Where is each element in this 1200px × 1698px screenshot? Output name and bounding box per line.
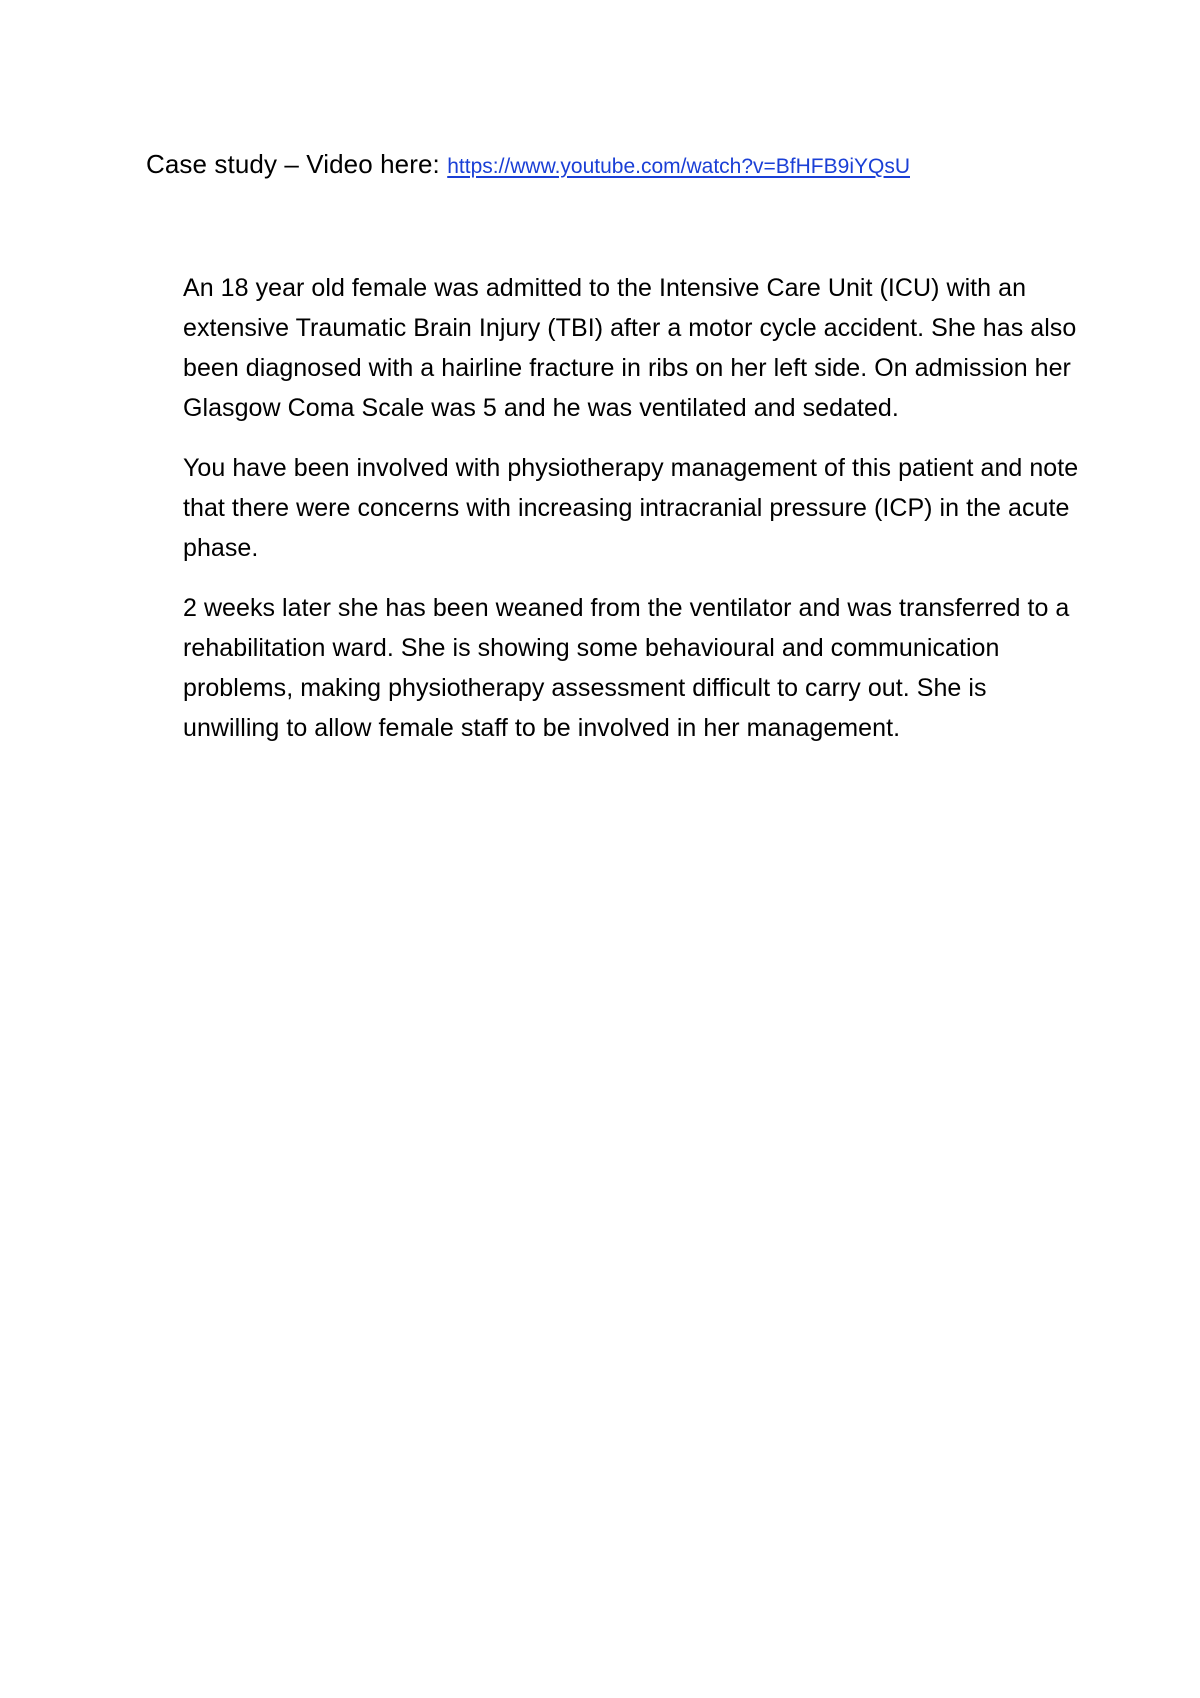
case-description bbox=[183, 268, 1083, 768]
paragraph-rehabilitation: 2 weeks later she has been weaned from the ventilator and was transferred to a rehabilitation ward. She is showing some behavioural and communication problems, making physiotherapy assessment difficult to carry out. She is unwilling to allow female staff to be involved in her management. bbox=[183, 594, 1070, 742]
paragraph-physiotherapy-involvement: You have been involved with physiotherapy management of this patient and note that there were concerns with increasing intracranial pressure (ICP) in the acute phase. bbox=[183, 454, 1079, 562]
paragraph-admission: An 18 year old female was admitted to the Intensive Care Unit (ICU) with an extensive Traumatic Brain Injury (TBI) after a motor cycle accident. She has also been diagnosed with a hairline fracture in ribs on her left side. On admission her Glasgow Coma Scale was 5 and he was ventilated and sedated. bbox=[183, 274, 1077, 422]
case-study-heading bbox=[146, 147, 910, 184]
heading-label: Case study – Video here: bbox=[146, 149, 448, 179]
video-link[interactable]: https://www.youtube.com/watch?v=BfHFB9iYQsU bbox=[447, 155, 910, 178]
